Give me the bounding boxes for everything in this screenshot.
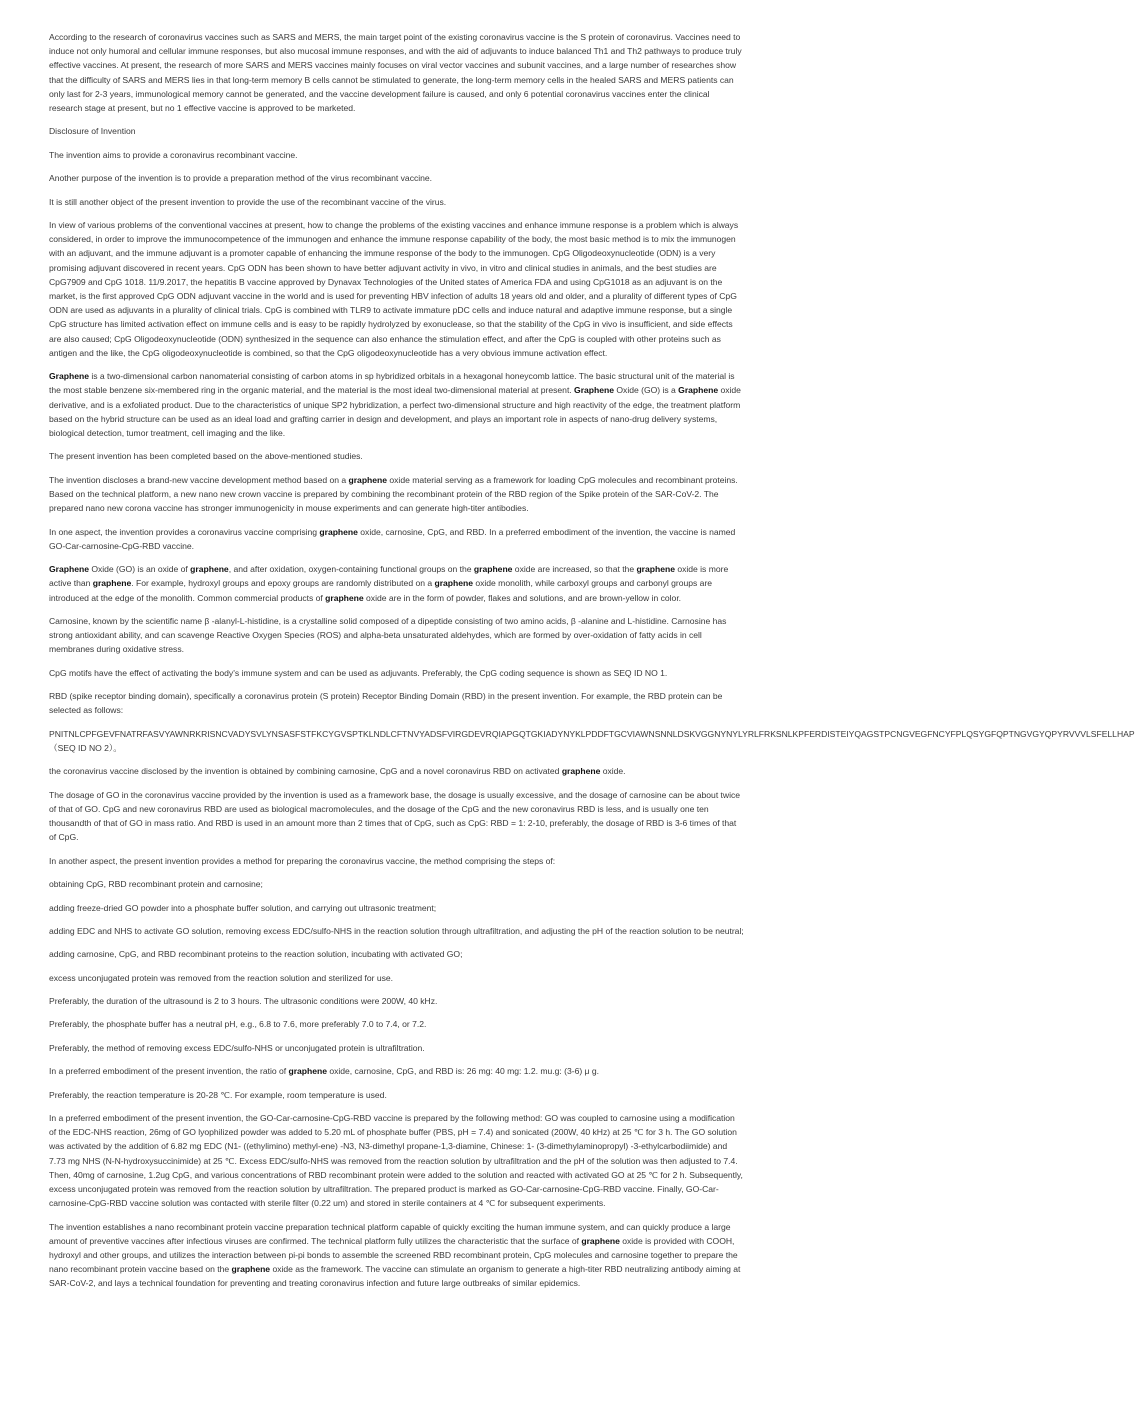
- document-body: [49, 30, 1135, 1300]
- paragraph: excess unconjugated protein was removed from the reaction solution and sterilized for use.: [49, 972, 394, 983]
- paragraph: According to the research of coronavirus vaccines such as SARS and MERS, the main target point of the existing coronavirus vaccine is the S protein of coronavirus. Vaccines need to induce not only humoral and cellular immune responses, but also mucosal immune responses, and with the aid of adjuvants to induce balanced Th1 and Th2 pathways to produce truly effective vaccines. At present, the research of more SARS and MERS vaccines mainly focuses on viral vector vaccines and subunit vaccines, and a large number of researches show that the difficulty of SARS and MERS lies in that long-term memory B cells cannot be stimulated to generate, the long-term memory cells in the healed SARS and MERS patients can only last for 2-3 years, immunological memory cannot be generated, and the vaccine development failure is caused, and only 6 potential coronavirus vaccines enter the clinical research stage at present, but no 1 effective vaccine is approved to be marketed.: [49, 32, 742, 114]
- paragraph: RBD (spike receptor binding domain), specifically a coronavirus protein (S protein) Receptor Binding Domain (RBD) in the present invention. For example, the RBD protein can be selected as follows:: [49, 691, 723, 716]
- keyword-highlight: graphene: [325, 592, 364, 603]
- paragraph: Preferably, the duration of the ultrasound is 2 to 3 hours. The ultrasonic conditions were 200W, 40 kHz.: [49, 996, 438, 1007]
- paragraph: In view of various problems of the conventional vaccines at present, how to change the problems of the existing vaccines and enhance immune response is a problem which is always considered, in order to improve the immunocompetence of the immunogen and enhance the immune response capability of the body, the most basic method is to mix the immunogen with an adjuvant, and the immune adjuvant is a promoter capable of enhancing the immune response of the body to the immunogen. CpG Oligodeoxynucleotide (ODN) is a very promising adjuvant discovered in recent years. CpG ODN has been shown to have better adjuvant activity in vivo, in vitro and clinical studies in animals, and the best studies are CpG7909 and CpG 1018. 11/9.2017, the hepatitis B vaccine approved by Dynavax Technologies of the United states of America FDA and using CpG1018 as an adjuvant is on the market, is the first approved CpG ODN adjuvant vaccine in the world and is used for preventing HBV infection of adults 18 years old and older, and a plurality of different types of CpG ODN are used as adjuvants in a plurality of clinical trials. CpG is combined with TLR9 to activate immature pDC cells and induce natural and adaptive immune response, but a single CpG structure has limited activation effect on immune cells and is easy to be rapidly hydrolyzed by exonuclease, so that the stability of the CpG in vivo is insufficient, and side effects are also caused; CpG Oligodeoxynucleotide (ODN) synthesized in the sequence can also enhance the stimulation effect, and after the CpG is coupled with other proteins such as antigen and the like, the CpG oligodeoxynucleotide is combined, so that the CpG oligodeoxynucleotide has a very obvious immune activation effect.: [49, 219, 739, 358]
- paragraph: Carnosine, known by the scientific name β -alanyl-L-histidine, is a crystalline solid composed of a dipeptide consisting of two amino acids, β -alanine and L-histidine. Carnosine has strong antioxidant ability, and can scavenge Reactive Oxygen Species (ROS) and alpha-beta unsaturated aldehydes, which are formed by over-oxidation of fatty acids in cell membranes during oxidative stress.: [49, 615, 727, 655]
- paragraph: It is still another object of the present invention to provide the use of the recombinant vaccine of the virus.: [49, 196, 447, 207]
- keyword-highlight: Graphene: [678, 385, 719, 396]
- paragraph: Graphene Oxide (GO) is an oxide of graphene, and after oxidation, oxygen-containing functional groups on the graphene oxide are increased, so that the graphene oxide is more active than graphene. For example, hydroxyl groups and epoxy groups are randomly distributed on a graphene oxide monolith, while carboxyl groups and carbonyl groups are introduced at the edge of the monolith. Common commercial products of graphene oxide are in the form of powder, flakes and solutions, and are brown-yellow in color.: [49, 564, 729, 603]
- section-heading: Disclosure of Invention: [49, 126, 136, 137]
- paragraph: Preferably, the reaction temperature is 20-28 ℃. For example, room temperature is used.: [49, 1089, 387, 1100]
- keyword-highlight: graphene: [319, 526, 358, 537]
- keyword-highlight: graphene: [581, 1235, 620, 1246]
- paragraph: Another purpose of the invention is to provide a preparation method of the virus recombinant vaccine.: [49, 173, 433, 184]
- keyword-highlight: graphene: [231, 1264, 271, 1275]
- paragraph: Preferably, the phosphate buffer has a neutral pH, e.g., 6.8 to 7.6, more preferably 7.0 to 7.4, or 7.2.: [49, 1019, 427, 1030]
- paragraph: In a preferred embodiment of the present invention, the ratio of graphene oxide, carnosine, CpG, and RBD is: 26 mg: 40 mg: 1.2. mu.g: (3-6) μ g.: [49, 1066, 599, 1077]
- paragraph: The dosage of GO in the coronavirus vaccine provided by the invention is used as a framework base, the dosage is usually excessive, and the dosage of carnosine can be about twice of that of GO. CpG and new coronavirus RBD are used as biological macromolecules, and the dosage of the CpG and the new coronavirus RBD is less, and is usually one ten thousandth of that of GO in mass ratio. And RBD is used in an amount more than 2 times that of CpG, such as CpG: RBD = 1: 2-10, preferably, the dosage of RBD is 3-6 times of that of CpG.: [49, 789, 741, 843]
- paragraph: adding EDC and NHS to activate GO solution, removing excess EDC/sulfo-NHS in the reaction solution through ultrafiltration, and adjusting the pH of the reaction solution to be neutral;: [49, 925, 744, 936]
- keyword-highlight: graphene: [190, 564, 229, 575]
- keyword-highlight: Graphene: [49, 564, 89, 575]
- paragraph: the coronavirus vaccine disclosed by the invention is obtained by combining carnosine, CpG and a novel coronavirus RBD on activated graphene oxide.: [49, 766, 626, 777]
- paragraph: adding freeze-dried GO powder into a phosphate buffer solution, and carrying out ultrasonic treatment;: [49, 902, 437, 913]
- paragraph: The invention establishes a nano recombinant protein vaccine preparation technical platform capable of quickly exciting the human immune system, and can quickly produce a large amount of preventive vaccines after infectious viruses are confirmed. The technical platform fully utilizes the characteristic that the surface of graphene oxide is provided with COOH, hydroxyl and other groups, and utilizes the interaction between pi-pi bonds to assemble the screened RBD recombinant protein, CpG molecules and carnosine together to prepare the nano recombinant protein vaccine based on the graphene oxide as the framework. The vaccine can stimulate an organism to generate a high-titer RBD neutralizing antibody aiming at SAR-CoV-2, and lays a technical foundation for preventing and treating coronavirus infection and future large outbreaks of similar epidemics.: [49, 1221, 741, 1289]
- paragraph: Graphene is a two-dimensional carbon nanomaterial consisting of carbon atoms in sp hybridized orbitals in a hexagonal honeycomb lattice. The basic structural unit of the material is the most stable benzene six-membered ring in the organic material, and the material is the most ideal two-dimensional material at present. Graphene Oxide (GO) is a Graphene oxide derivative, and is a exfoliated product. Due to the characteristics of unique SP2 hybridization, a perfect two-dimensional structure and high reactivity of the edge, the treatment platform based on the hybrid structure can be used as an ideal load and grafting carrier in design and development, and plays an important role in aspects of nano-drug delivery systems, biological detection, tumor treatment, cell imaging and the like.: [49, 371, 741, 438]
- paragraph: CpG motifs have the effect of activating the body's immune system and can be used as adjuvants. Preferably, the CpG coding sequence is shown as SEQ ID NO 1.: [49, 667, 668, 678]
- keyword-highlight: graphene: [288, 1066, 327, 1077]
- keyword-highlight: graphene: [473, 564, 513, 575]
- paragraph: obtaining CpG, RBD recombinant protein and carnosine;: [49, 879, 263, 890]
- keyword-highlight: graphene: [348, 474, 388, 485]
- paragraph: In one aspect, the invention provides a coronavirus vaccine comprising graphene oxide, carnosine, CpG, and RBD. In a preferred embodiment of the invention, the vaccine is named GO-Car-carnosine-CpG-RBD vaccine.: [49, 526, 736, 551]
- paragraph: In a preferred embodiment of the present invention, the GO-Car-carnosine-CpG-RBD vaccine is prepared by the following method: GO was coupled to carnosine using a modification of the EDC-NHS reaction, 26mg of GO lyophilized powder was added to 5.20 mL of phosphate buffer (PBS, pH = 7.4) and sonicated (200W, 40 kHz) at 25 ℃ for 3 h. The GO solution was activated by the addition of 6.82 mg EDC (N1- ((ethylimino) methyl-ene) -N3, N3-dimethyl propane-1,3-diamine, Chinese: 1- (3-dimethylaminopropyl) -3-ethylcarbodiimide) and 7.73 mg NHS (N-N-hydroxysuccinimide) at 25 ℃. Excess EDC/sulfo-NHS was removed from the reaction solution by ultrafiltration and the pH of the solution was then adjusted to 7.4. Then, 40mg of carnosine, 1.2ug CpG, and various concentrations of RBD recombinant protein were added to the solution and reacted with activated GO at 25 ℃ for 2 h. Subsequently, excess unconjugated protein was removed from the reaction solution by ultrafiltration. The prepared product is marked as GO-Car-carnosine-CpG-RBD vaccine. Finally, GO-Car-carnosine-CpG-RBD vaccine solution was contacted with sterile filter (0.22 um) and stored in sterile containers at 4 ℃ for subsequent experiments.: [49, 1113, 743, 1209]
- keyword-highlight: graphene: [92, 578, 132, 589]
- paragraph: PNITNLCPFGEVFNATRFASVYAWNRKRISNCVADYSVLYNSASFSTFKCYGVSPTKLNDLCFTNVYADSFVIRGDEVRQIAPGQTGKIADYNYKLPDDFTGCVIAWNSNNLDSKVGGNYNYLYRLFRKSNLKPFERDISTEIYQAGSTPCNGVEGFNCYFPLQSYGFQPTNGVGYQPYRVVVLSFELLHAP（SEQ ID NO 2）。: [49, 728, 1135, 753]
- keyword-highlight: Graphene: [49, 371, 89, 382]
- paragraph: The invention discloses a brand-new vaccine development method based on a graphene oxide material serving as a framework for loading CpG molecules and recombinant proteins. Based on the technical platform, a new nano new crown vaccine is prepared by combining the recombinant protein of the RBD region of the Spike protein of the SAR-CoV-2. The prepared nano new corona vaccine has stronger immunogenicity in mouse experiments and can generate high-titer antibodies.: [49, 474, 738, 514]
- keyword-highlight: Graphene: [574, 385, 615, 396]
- paragraph: In another aspect, the present invention provides a method for preparing the coronavirus vaccine, the method comprising the steps of:: [49, 855, 556, 866]
- paragraph: adding carnosine, CpG, and RBD recombinant proteins to the reaction solution, incubating with activated GO;: [49, 949, 463, 960]
- keyword-highlight: graphene: [434, 578, 473, 589]
- paragraph: Preferably, the method of removing excess EDC/sulfo-NHS or unconjugated protein is ultrafiltration.: [49, 1042, 425, 1053]
- paragraph: The invention aims to provide a coronavirus recombinant vaccine.: [49, 149, 298, 160]
- keyword-highlight: graphene: [636, 564, 675, 575]
- paragraph: The present invention has been completed based on the above-mentioned studies.: [49, 451, 363, 462]
- keyword-highlight: graphene: [561, 766, 601, 777]
